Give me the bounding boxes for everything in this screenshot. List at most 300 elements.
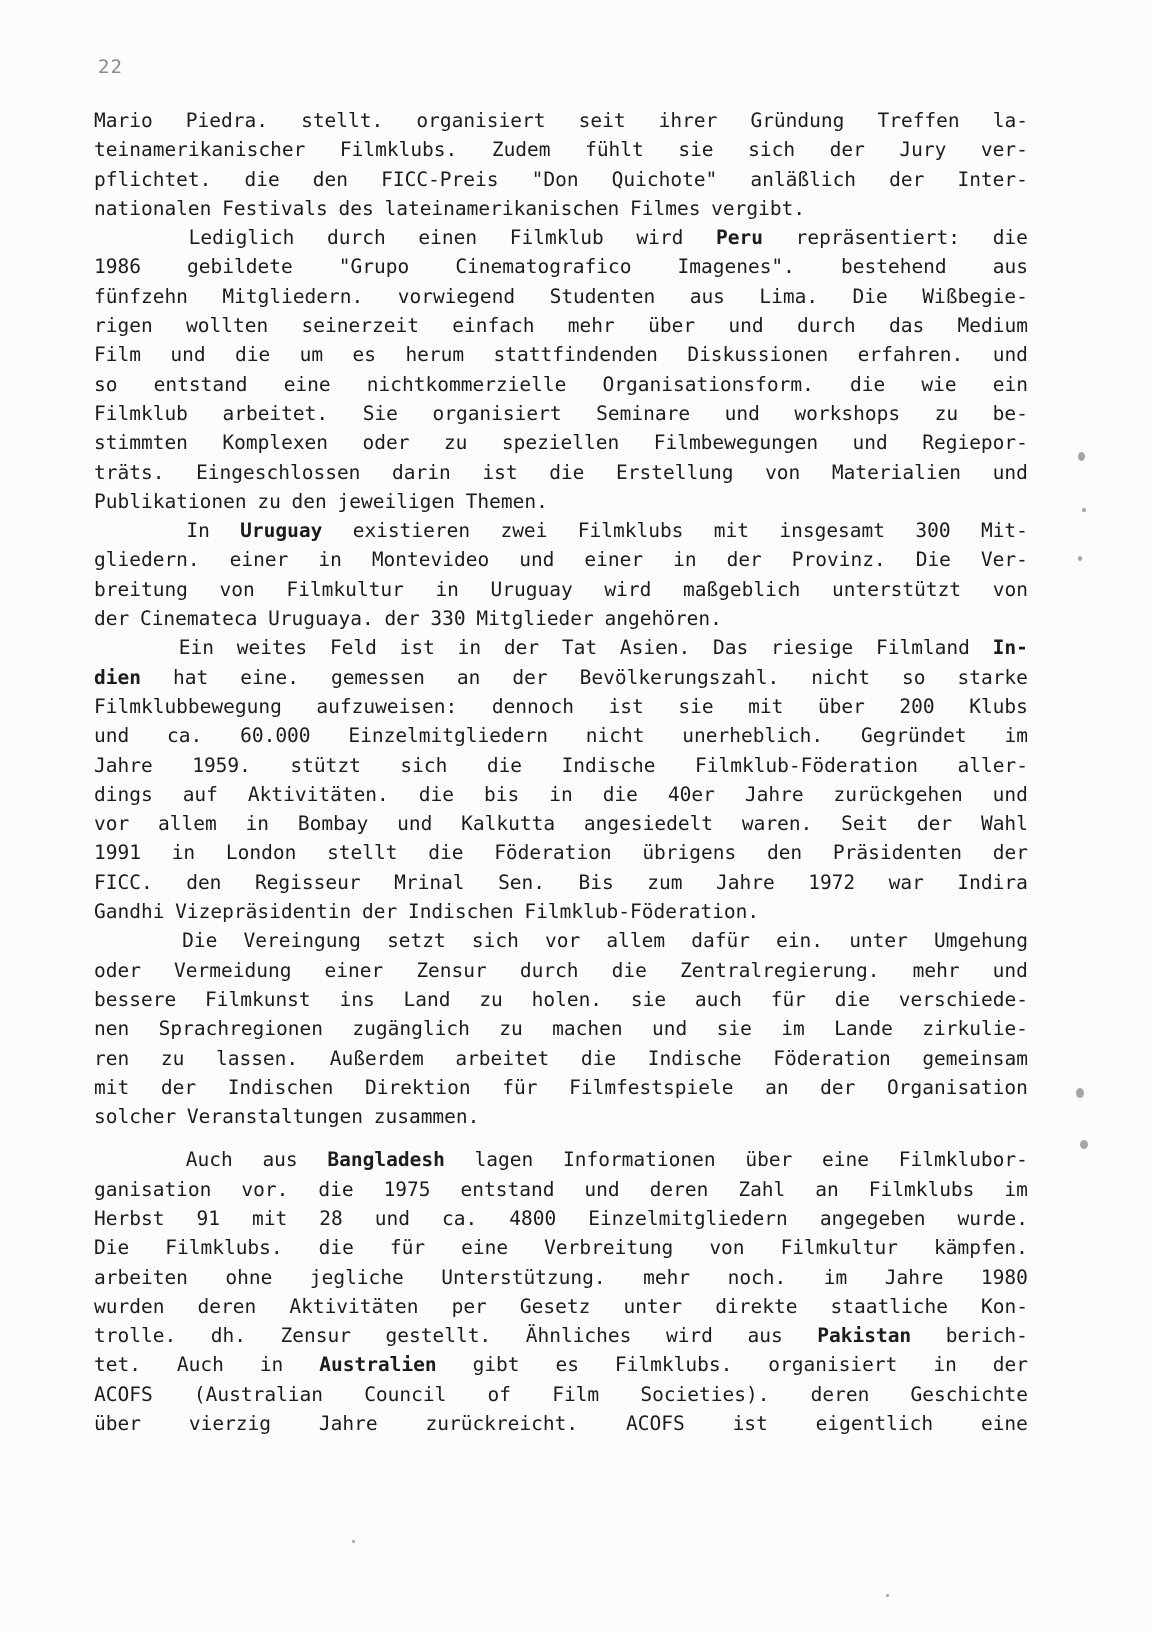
word-text: vergibt. xyxy=(711,196,806,220)
word xyxy=(240,663,299,692)
word-text: (Australian xyxy=(193,1382,324,1406)
word xyxy=(687,340,828,369)
word-text: allem xyxy=(606,929,666,953)
word-text: und xyxy=(852,431,888,455)
word xyxy=(339,194,374,223)
word-text: insgesamt xyxy=(779,519,886,543)
word xyxy=(94,282,188,311)
word xyxy=(375,1204,410,1233)
word-text: Einzelmitgliedern xyxy=(588,1206,788,1230)
word xyxy=(922,1044,1028,1073)
word-text: Studenten xyxy=(549,284,656,308)
word-text: "Don xyxy=(531,167,579,191)
word xyxy=(816,1409,933,1438)
word-text: der xyxy=(820,1075,856,1099)
page-number: 22 xyxy=(98,56,123,78)
word-text: Organisation xyxy=(887,1075,1028,1099)
word xyxy=(246,809,269,838)
word-text: riesige xyxy=(771,636,854,660)
word-text: aus xyxy=(689,284,725,308)
word-text: auch xyxy=(694,987,742,1011)
word xyxy=(957,165,1027,194)
word-text: wie xyxy=(921,372,957,396)
word xyxy=(727,545,762,574)
word-text: ohne xyxy=(225,1265,273,1289)
word xyxy=(484,780,519,809)
word-text: Kalkutta xyxy=(461,812,556,836)
bold-term: In- xyxy=(992,636,1028,660)
word-text: durch xyxy=(327,226,386,250)
word xyxy=(189,223,295,252)
word-text: Provinz. xyxy=(791,548,886,572)
scan-speck xyxy=(1080,1140,1088,1149)
word-text: über xyxy=(817,694,865,718)
word-text: Cinemateca xyxy=(139,607,258,631)
word-text: Filmklub xyxy=(94,401,188,425)
scan-speck xyxy=(1078,556,1082,561)
word-text: Filmklub-Föderation xyxy=(694,753,919,777)
word-text: FICC-Preis xyxy=(381,167,499,191)
word-text: Sen. xyxy=(498,870,546,894)
word xyxy=(957,663,1027,692)
word xyxy=(993,633,1028,662)
word-text: mehr xyxy=(567,314,615,338)
word-text: in xyxy=(259,1353,284,1377)
word xyxy=(869,1175,975,1204)
word-text: ACOFS xyxy=(625,1412,685,1436)
word xyxy=(922,282,1028,311)
word-text: vierzig xyxy=(188,1412,272,1436)
text-line xyxy=(94,223,1028,252)
text-line xyxy=(94,692,1028,721)
word-text: jegliche xyxy=(309,1265,404,1289)
word-text: ca. xyxy=(167,724,203,748)
word xyxy=(187,1102,363,1131)
word-text: setzt xyxy=(387,929,446,953)
word xyxy=(222,428,328,457)
text-line xyxy=(94,1014,1028,1043)
word xyxy=(969,692,1028,721)
word xyxy=(585,135,644,164)
word-text: für xyxy=(502,1075,538,1099)
word xyxy=(981,545,1028,574)
word xyxy=(167,721,202,750)
word-text: Medium xyxy=(957,314,1028,338)
word xyxy=(648,1044,742,1073)
word xyxy=(226,838,296,867)
word xyxy=(958,311,1028,340)
word xyxy=(94,487,247,516)
text-line xyxy=(94,838,1028,867)
word-text: eine xyxy=(822,1148,870,1172)
text-line xyxy=(94,106,1028,135)
text-line xyxy=(94,399,1028,428)
word-text: wurde. xyxy=(957,1206,1028,1230)
word-text: mit xyxy=(94,1075,130,1099)
word-text: Uruguaya. xyxy=(268,607,374,631)
text-line xyxy=(94,633,1028,662)
word-text: existieren xyxy=(352,519,471,543)
word-text: ren xyxy=(94,1046,130,1070)
word xyxy=(192,751,251,780)
word xyxy=(374,1102,480,1131)
word-text: der xyxy=(916,812,953,836)
word-text: Geschichte xyxy=(910,1382,1028,1406)
word xyxy=(824,1263,847,1292)
word-text: Indische xyxy=(647,1046,742,1070)
word xyxy=(922,428,1028,457)
word xyxy=(327,223,386,252)
word xyxy=(194,1380,323,1409)
word-text: weites xyxy=(236,636,308,660)
word xyxy=(822,1145,869,1174)
word xyxy=(363,428,410,457)
word-text: Filmkultur xyxy=(286,577,404,601)
word-text: und xyxy=(728,314,764,338)
word-text: Land xyxy=(403,987,451,1011)
word-text: an xyxy=(765,1075,789,1099)
text-line xyxy=(94,1102,1028,1131)
word-text: einen xyxy=(418,226,478,250)
word xyxy=(472,926,519,955)
word xyxy=(94,1350,141,1379)
word xyxy=(390,1233,425,1262)
word-text: ist xyxy=(482,460,518,484)
word-text: die xyxy=(834,987,870,1011)
word xyxy=(94,809,129,838)
word-text: sich xyxy=(471,929,519,953)
word-text: Festivals xyxy=(222,196,328,220)
word xyxy=(319,1350,436,1379)
paragraph-indent xyxy=(94,633,156,662)
word-text: kämpfen. xyxy=(933,1236,1028,1260)
word-text: Filmklubor- xyxy=(898,1148,1028,1172)
word xyxy=(612,165,718,194)
word xyxy=(339,985,374,1014)
text-line xyxy=(94,428,1028,457)
word-text: in xyxy=(549,782,573,806)
word-text: wurden xyxy=(94,1294,165,1318)
word xyxy=(458,633,481,662)
word-text: aller- xyxy=(957,753,1028,777)
word xyxy=(491,575,573,604)
word-text: Indischen xyxy=(227,1075,334,1099)
word xyxy=(94,838,141,867)
word xyxy=(362,897,397,926)
word-text: eine. xyxy=(240,665,299,689)
word-text: so xyxy=(901,665,926,689)
word xyxy=(252,1204,287,1233)
word-text: Bis xyxy=(578,870,614,894)
word xyxy=(384,194,619,223)
word-text: der xyxy=(512,665,548,689)
word xyxy=(94,721,129,750)
word-text: eine xyxy=(980,1412,1028,1436)
word xyxy=(728,1263,787,1292)
word xyxy=(603,780,638,809)
word xyxy=(673,545,696,574)
word xyxy=(365,1073,471,1102)
word xyxy=(205,985,311,1014)
word xyxy=(494,838,611,867)
word-text: 300 xyxy=(915,519,951,543)
word-text: Societies). xyxy=(640,1382,770,1406)
word xyxy=(796,223,960,252)
word xyxy=(631,985,666,1014)
word xyxy=(993,223,1028,252)
word-text: Filmes xyxy=(630,196,701,220)
word-text: Filmklubs xyxy=(577,519,684,543)
word-text: zwei xyxy=(500,519,548,543)
word-text: 1991 xyxy=(94,841,141,865)
word xyxy=(861,721,967,750)
word xyxy=(419,780,454,809)
word xyxy=(292,487,327,516)
word-text: bessere xyxy=(94,987,177,1011)
word xyxy=(498,868,545,897)
word xyxy=(981,135,1028,164)
body-text xyxy=(94,106,1028,1438)
word-text: aus xyxy=(262,1148,298,1172)
word xyxy=(94,399,188,428)
word xyxy=(268,604,374,633)
word-text: zum xyxy=(647,870,683,894)
word-text: Gründung xyxy=(750,109,845,132)
word-text: Filmklub-Föderation. xyxy=(524,900,760,924)
word-text: allem xyxy=(158,812,217,836)
word-text: der xyxy=(992,1353,1028,1377)
word-text: zu xyxy=(257,489,281,513)
word-text: der xyxy=(726,548,762,572)
word-text: Ähnliches xyxy=(525,1324,632,1348)
word xyxy=(94,1263,188,1292)
word xyxy=(487,751,522,780)
word xyxy=(643,1263,690,1292)
word-text: Mit- xyxy=(980,519,1028,543)
word xyxy=(173,663,208,692)
word xyxy=(913,956,960,985)
bold-term: dien xyxy=(94,665,141,689)
word xyxy=(248,780,389,809)
word-text: staatliche xyxy=(830,1294,948,1318)
word xyxy=(327,838,397,867)
word-text: Film xyxy=(552,1382,600,1406)
word-text: der xyxy=(829,138,865,162)
word-text: stattfindenden xyxy=(493,343,658,367)
word-text: Organisationsform. xyxy=(602,372,814,396)
word xyxy=(316,692,457,721)
word-text: anläßlich xyxy=(750,167,857,191)
word xyxy=(889,868,924,897)
word-text: einfach xyxy=(452,314,535,338)
word xyxy=(499,1014,522,1043)
word-text: nicht xyxy=(811,665,870,689)
word-text: vor. xyxy=(241,1177,289,1201)
scan-speck xyxy=(886,1594,889,1597)
text-line xyxy=(94,956,1028,985)
word-text: mit xyxy=(713,519,750,543)
word xyxy=(94,985,176,1014)
word-text: Lande xyxy=(834,1017,893,1041)
word xyxy=(832,458,961,487)
word xyxy=(858,340,964,369)
word xyxy=(981,1263,1028,1292)
word xyxy=(140,604,257,633)
word xyxy=(461,809,555,838)
word-text: sie xyxy=(716,1017,752,1041)
word xyxy=(581,1044,616,1073)
word xyxy=(678,135,713,164)
word-text: Piedra. xyxy=(185,109,268,132)
word-text: Veranstaltungen xyxy=(186,1105,364,1129)
word-text: für xyxy=(389,1236,426,1260)
word xyxy=(186,868,221,897)
word-text: Klubs xyxy=(969,694,1028,718)
word-text: of xyxy=(487,1382,512,1406)
word-text: wollten xyxy=(186,314,269,338)
word-text: bis xyxy=(484,782,520,806)
word xyxy=(759,282,818,311)
word-text: Filmbewegungen xyxy=(653,431,819,455)
word xyxy=(792,545,886,574)
word-text: so xyxy=(94,372,118,396)
word-text: Aktivitäten. xyxy=(247,782,389,806)
word-text: solcher xyxy=(94,1105,177,1129)
word xyxy=(198,1292,257,1321)
word xyxy=(818,692,865,721)
word-text: die xyxy=(318,1177,354,1201)
word-text: Film xyxy=(94,343,141,367)
word-text: übrigens xyxy=(642,841,737,865)
word xyxy=(603,370,814,399)
word xyxy=(179,633,214,662)
word xyxy=(240,721,310,750)
word-text: auf xyxy=(182,782,218,806)
word-text: la- xyxy=(992,109,1028,132)
word-text: die xyxy=(244,167,280,191)
word xyxy=(348,721,548,750)
word-text: Kon- xyxy=(981,1294,1028,1318)
word-text: der xyxy=(992,841,1028,865)
word-text: Lediglich xyxy=(188,226,295,250)
word xyxy=(94,428,188,457)
word-text: unerheblich. xyxy=(682,724,824,748)
word-text: ganisation xyxy=(94,1177,212,1201)
word xyxy=(993,575,1028,604)
word-text: einer xyxy=(324,958,384,982)
word xyxy=(400,751,447,780)
word-text: deren xyxy=(197,1294,257,1318)
word xyxy=(94,1409,141,1438)
word-text: 200 xyxy=(899,694,935,718)
word-text: arbeitet xyxy=(455,1046,550,1070)
word xyxy=(455,1044,549,1073)
word-text: Cinematografico xyxy=(455,255,632,279)
text-line xyxy=(94,1321,1028,1350)
text-line xyxy=(94,165,1028,194)
word-text: organisiert xyxy=(416,109,546,132)
word xyxy=(555,1350,578,1379)
word-text: sich xyxy=(748,138,796,162)
word-text: und xyxy=(584,1177,620,1201)
word-text: 28 xyxy=(319,1206,343,1230)
word xyxy=(196,1204,219,1233)
word xyxy=(713,633,748,662)
word xyxy=(502,428,619,457)
word-text: Die xyxy=(915,548,951,572)
word xyxy=(609,692,644,721)
word xyxy=(899,692,934,721)
word xyxy=(578,516,684,545)
word xyxy=(717,1014,752,1043)
word xyxy=(811,1380,870,1409)
word-text: lagen xyxy=(474,1148,534,1172)
word xyxy=(94,1073,129,1102)
word-text: Die xyxy=(94,1236,130,1260)
word-text: darin xyxy=(392,460,451,484)
word-text: wird xyxy=(604,577,652,601)
word-text: eine xyxy=(461,1236,509,1260)
word-text: stellt xyxy=(327,841,398,865)
word-text: sie xyxy=(630,987,667,1011)
word-text: und xyxy=(992,782,1028,806)
word-text: einer xyxy=(584,548,644,572)
word-text: arbeiten xyxy=(94,1265,188,1289)
word-text: lassen. xyxy=(215,1046,299,1070)
word-text: oder xyxy=(362,431,410,455)
word-text: und xyxy=(374,1206,410,1230)
bold-term: Bangladesh xyxy=(327,1148,445,1172)
word xyxy=(934,926,1028,955)
word-text: durch xyxy=(796,314,856,338)
word xyxy=(392,458,451,487)
word-text: Zudem xyxy=(491,138,551,162)
word xyxy=(728,311,763,340)
word xyxy=(352,1014,469,1043)
word xyxy=(492,135,551,164)
word xyxy=(958,751,1028,780)
word-text: fühlt xyxy=(585,138,644,162)
word xyxy=(367,370,567,399)
word-text: Bombay xyxy=(297,812,369,836)
word xyxy=(630,194,700,223)
word xyxy=(211,1321,246,1350)
word-text: Vermeidung xyxy=(174,958,292,982)
word xyxy=(452,1292,487,1321)
word-text: Filmklubs. xyxy=(339,138,458,162)
word-text: machen xyxy=(552,1017,623,1041)
word xyxy=(372,545,489,574)
word xyxy=(94,370,117,399)
word-text: organisiert xyxy=(768,1353,898,1377)
word-text: im xyxy=(1004,1177,1028,1201)
word xyxy=(492,692,574,721)
word-text: Themen. xyxy=(465,489,548,513)
bold-term: Peru xyxy=(716,226,763,250)
word xyxy=(244,926,361,955)
word xyxy=(175,897,351,926)
word-text: in xyxy=(318,548,342,572)
word-text: der xyxy=(160,1075,197,1099)
word-text: trolle. xyxy=(94,1324,177,1348)
word-text: der xyxy=(362,900,398,924)
word xyxy=(189,1409,271,1438)
word xyxy=(623,1292,682,1321)
word xyxy=(768,1350,897,1379)
word xyxy=(615,1350,732,1379)
word xyxy=(640,1380,769,1409)
word xyxy=(604,575,651,604)
